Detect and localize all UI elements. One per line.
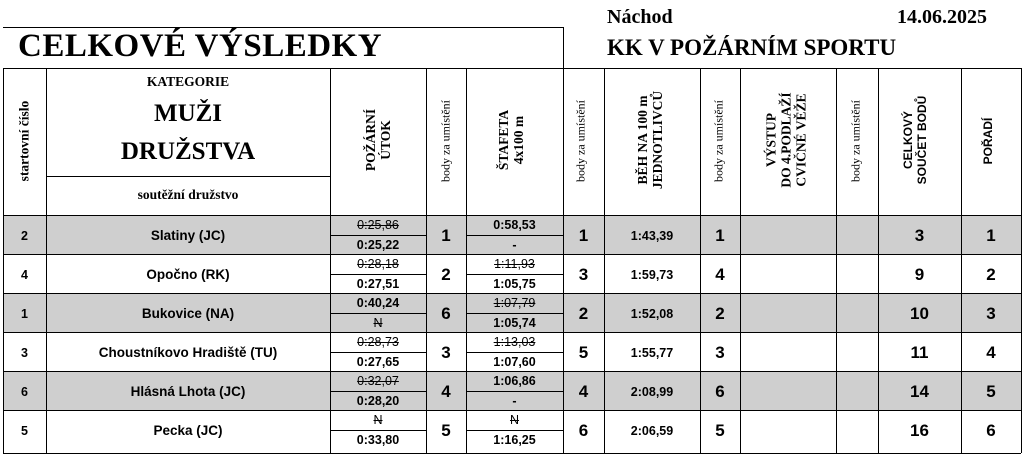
table-bottom-border: [3, 453, 1021, 454]
rank-cell: 3: [986, 303, 996, 323]
col-rank: POŘADÍ: [981, 117, 995, 165]
run-time-cell: 1:59,73: [630, 267, 674, 282]
relay-line2: 4x100 m: [511, 115, 526, 165]
start-number-cell: 2: [21, 228, 28, 243]
header-top-border: [3, 68, 1021, 69]
tower-line3: CVIČNÉ VĚŽE: [793, 93, 809, 187]
attack-times-first: 0:32,07: [330, 372, 426, 392]
relay-points-cell: 6: [578, 420, 589, 440]
run-time-cell: 2:06,59: [630, 423, 674, 438]
attack-times-cell: [330, 333, 426, 372]
column-divider: [46, 68, 47, 453]
run-points-cell: 3: [715, 342, 725, 362]
column-divider: [836, 68, 837, 453]
attack-times-second: N: [373, 316, 383, 330]
relay-points-cell: 2: [578, 303, 589, 323]
event-place: Náchod: [607, 6, 673, 28]
run-time-cell: 2:08,99: [630, 384, 674, 399]
tower-points-cell: [836, 333, 878, 372]
relay-times-first: 1:06,86: [466, 372, 563, 392]
attack-times-cell: [330, 294, 426, 333]
tower-time-cell: [740, 216, 836, 255]
column-divider: [330, 68, 331, 453]
relay-points-cell: 4: [578, 381, 589, 401]
attack-times-second: 0:33,80: [356, 433, 400, 447]
relay-times-first: 0:58,53: [466, 216, 563, 236]
col-points-tower: body za umístění: [848, 100, 863, 182]
column-divider: [426, 68, 427, 453]
column-divider: [3, 68, 4, 453]
attack-points-cell: 6: [441, 303, 451, 323]
attack-times-cell: [330, 372, 426, 411]
relay-times-second: 1:05,75: [493, 277, 536, 291]
attack-times-second: 0:28,20: [356, 394, 400, 408]
category-line2: DRUŽSTVA: [120, 138, 256, 165]
column-divider: [700, 68, 701, 453]
run-line2: JEDNOTLIVCŮ: [650, 90, 665, 190]
tower-line2: DO 4.PODLAŽÍ: [778, 92, 794, 188]
column-divider: [604, 68, 605, 453]
title-divider-left: [3, 27, 563, 28]
attack-times-cell: [330, 411, 426, 450]
tower-points-cell: [836, 294, 878, 333]
category-line1: MUŽI: [153, 100, 223, 127]
page-title: CELKOVÉ VÝSLEDKY: [18, 28, 383, 64]
relay-times-first: 1:13,03: [466, 333, 563, 353]
relay-times-second: -: [512, 238, 517, 252]
relay-line1: ŠTAFETA: [496, 109, 511, 171]
attack-times-first: 0:40,24: [330, 294, 426, 314]
relay-times-cell: [466, 216, 563, 255]
attack-times-first: 0:25,86: [330, 216, 426, 236]
attack-times-first: 0:28,73: [330, 333, 426, 353]
relay-times-second: 1:07,60: [493, 355, 536, 369]
attack-points-cell: 3: [441, 342, 451, 362]
relay-points-cell: 3: [578, 264, 589, 284]
table-row: [3, 371, 1021, 411]
col-points-attack: body za umístění: [438, 100, 453, 182]
tower-points-cell: [836, 255, 878, 294]
column-divider: [961, 68, 962, 453]
table-row: [3, 293, 1021, 333]
total-points-cell: 16: [910, 420, 929, 440]
run-line1: BĚH NA 100 m: [635, 95, 650, 185]
attack-times-cell: [330, 216, 426, 255]
category-label: KATEGORIE: [146, 74, 230, 89]
tower-time-cell: [740, 372, 836, 411]
col-team: soutěžní družstvo: [137, 187, 239, 202]
col-start-number: startovní číslo: [16, 100, 32, 182]
tower-time-cell: [740, 333, 836, 372]
attack-points-cell: 1: [441, 225, 451, 245]
col-tower: [764, 92, 809, 187]
col-relay: [496, 110, 526, 170]
run-time-cell: 1:52,08: [630, 306, 674, 321]
event-date: 14.06.2025: [897, 6, 987, 28]
team-name-cell: Hlásná Lhota (JC): [130, 384, 246, 399]
relay-times-first: N: [466, 411, 563, 431]
tower-points-cell: [836, 411, 878, 450]
category-divider: [46, 176, 330, 177]
run-points-cell: 4: [715, 264, 725, 284]
run-points-cell: 1: [715, 225, 725, 245]
relay-times-cell: [466, 255, 563, 294]
column-divider: [466, 68, 467, 453]
col-points-run: body za umístění: [711, 100, 726, 182]
column-divider: [878, 68, 879, 453]
relay-times-second: 1:05,74: [493, 316, 536, 330]
col-total: [901, 96, 929, 185]
run-points-cell: 5: [715, 420, 725, 440]
tower-points-cell: [836, 216, 878, 255]
tower-time-cell: [740, 255, 836, 294]
relay-times-cell: [466, 411, 563, 450]
attack-times-second: 0:27,51: [356, 277, 400, 291]
attack-line1: POŽÁRNÍ: [363, 108, 378, 172]
attack-times-first: N: [330, 411, 426, 431]
table-row: [3, 410, 1021, 450]
attack-line2: ÚTOK: [378, 120, 393, 160]
col-points-relay: body za umístění: [573, 100, 588, 182]
col-attack: [363, 109, 393, 171]
total-points-cell: 3: [914, 225, 925, 245]
table-row: [3, 332, 1021, 372]
column-divider: [1021, 68, 1022, 453]
team-name-cell: Slatiny (JC): [150, 228, 226, 243]
tower-line1: VÝSTUP: [763, 112, 779, 168]
rank-cell: 5: [986, 381, 996, 401]
total-line1: CELKOVÝ: [901, 110, 915, 170]
table-row: [3, 215, 1021, 255]
relay-points-cell: 1: [578, 225, 589, 245]
tower-points-cell: [836, 372, 878, 411]
attack-points-cell: 4: [441, 381, 451, 401]
event-title: KK V POŽÁRNÍM SPORTU: [607, 35, 897, 60]
relay-times-cell: [466, 372, 563, 411]
team-name-cell: Pecka (JC): [153, 423, 223, 438]
relay-points-cell: 5: [578, 342, 589, 362]
relay-times-first: 1:11,93: [466, 255, 563, 275]
title-divider-vertical: [563, 27, 564, 68]
attack-points-cell: 2: [441, 264, 451, 284]
tower-time-cell: [740, 411, 836, 450]
rank-cell: 6: [986, 420, 996, 440]
attack-times-second: 0:25,22: [356, 238, 400, 252]
run-time-cell: 1:55,77: [630, 345, 674, 360]
team-name-cell: Opočno (RK): [146, 267, 230, 282]
relay-times-cell: [466, 294, 563, 333]
attack-times-second: 0:27,65: [356, 355, 400, 369]
attack-times-cell: [330, 255, 426, 294]
total-points-cell: 14: [910, 381, 929, 401]
relay-times-second: 1:16,25: [493, 433, 536, 447]
total-points-cell: 10: [910, 303, 929, 323]
tower-time-cell: [740, 294, 836, 333]
start-number-cell: 5: [21, 423, 28, 438]
table-row: [3, 254, 1021, 294]
start-number-cell: 6: [21, 384, 28, 399]
relay-times-first: 1:07,79: [466, 294, 563, 314]
run-points-cell: 2: [715, 303, 725, 323]
column-divider: [563, 68, 564, 453]
column-divider: [740, 68, 741, 453]
start-number-cell: 4: [21, 267, 28, 282]
attack-times-first: 0:28,18: [330, 255, 426, 275]
rank-cell: 2: [986, 264, 996, 284]
run-points-cell: 6: [715, 381, 725, 401]
col-run: [635, 91, 665, 189]
run-time-cell: 1:43,39: [630, 228, 674, 243]
relay-times-cell: [466, 333, 563, 372]
total-points-cell: 9: [914, 264, 925, 284]
team-name-cell: Choustníkovo Hradiště (TU): [98, 345, 278, 360]
attack-points-cell: 5: [441, 420, 451, 440]
total-points-cell: 11: [910, 342, 929, 362]
start-number-cell: 3: [21, 345, 28, 360]
relay-times-second: -: [512, 394, 517, 408]
team-name-cell: Bukovice (NA): [141, 306, 235, 321]
total-line2: SOUČET BODŮ: [915, 95, 929, 185]
start-number-cell: 1: [21, 306, 28, 321]
rank-cell: 1: [986, 225, 996, 245]
rank-cell: 4: [986, 342, 996, 362]
